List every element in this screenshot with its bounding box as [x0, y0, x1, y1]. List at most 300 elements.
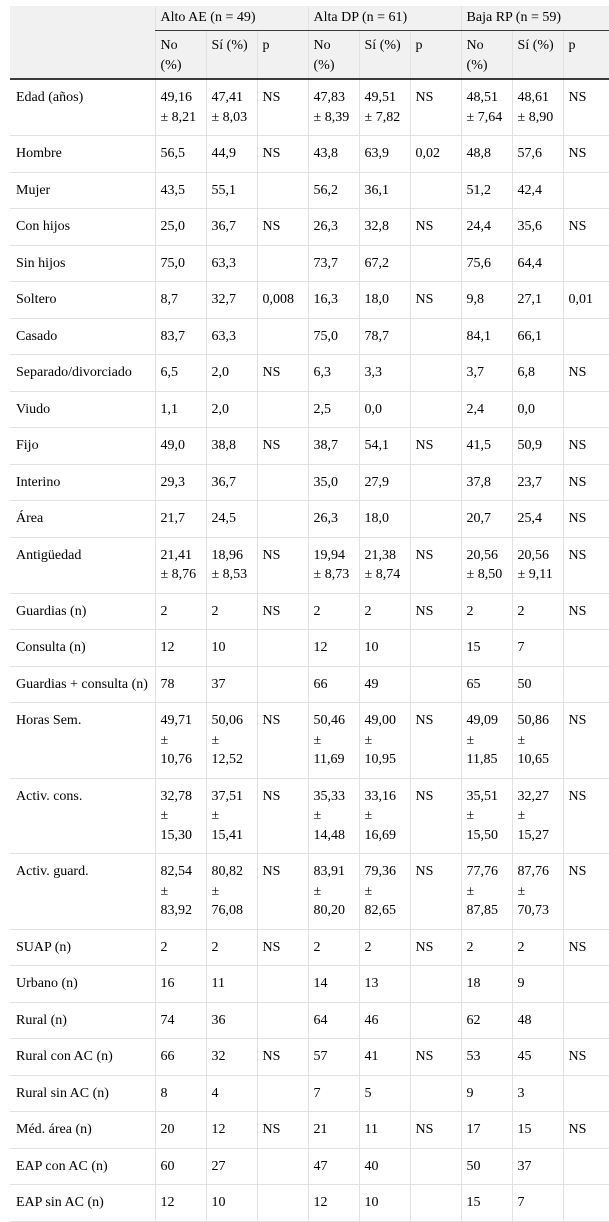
row-label: Soltero	[10, 282, 155, 319]
table-cell	[563, 391, 609, 428]
table-cell: 2	[308, 593, 359, 630]
table-cell: 26,3	[308, 501, 359, 538]
table-cell: 77,76 ± 87,85	[461, 854, 512, 930]
table-cell: 12	[308, 630, 359, 667]
table-cell: 50,06 ± 12,52	[206, 703, 257, 779]
table-cell: 2,0	[206, 355, 257, 392]
table-cell	[563, 172, 609, 209]
table-cell: 25,0	[155, 209, 206, 246]
table-cell: 47,83 ± 8,39	[308, 79, 359, 136]
table-cell: 38,7	[308, 428, 359, 465]
table-cell: 75,6	[461, 245, 512, 282]
row-label: Área	[10, 501, 155, 538]
table-cell: NS	[563, 355, 609, 392]
table-cell	[257, 501, 308, 538]
table-cell: 2	[461, 593, 512, 630]
table-cell: 15	[461, 630, 512, 667]
table-cell: 36,1	[359, 172, 410, 209]
table-cell: 44,9	[206, 136, 257, 173]
table-cell: 3,7	[461, 355, 512, 392]
table-cell	[257, 172, 308, 209]
group-header-baja-rp: Baja RP (n = 59)	[461, 6, 609, 31]
table-cell: 32	[206, 1039, 257, 1076]
row-label: SUAP (n)	[10, 929, 155, 966]
table-cell: 2	[359, 929, 410, 966]
table-cell: 33,16 ± 16,69	[359, 778, 410, 854]
table-cell: 66	[155, 1039, 206, 1076]
col-header: p	[257, 31, 308, 80]
table-cell: 18,0	[359, 282, 410, 319]
group-header-alta-dp: Alta DP (n = 61)	[308, 6, 461, 31]
table-cell: 18,0	[359, 501, 410, 538]
table-cell: 0,02	[410, 136, 461, 173]
table-cell: 43,8	[308, 136, 359, 173]
table-cell: 26,3	[308, 209, 359, 246]
table-cell: 35,6	[512, 209, 563, 246]
corner-cell	[10, 6, 155, 31]
table-cell	[410, 1075, 461, 1112]
table-cell: 35,51 ± 15,50	[461, 778, 512, 854]
table-cell: 13	[359, 966, 410, 1003]
table-cell: 2	[155, 593, 206, 630]
table-cell: 6,8	[512, 355, 563, 392]
table-cell: 49,71 ± 10,76	[155, 703, 206, 779]
table-cell: 65	[461, 666, 512, 703]
table-cell: 66	[308, 666, 359, 703]
table-cell: NS	[563, 209, 609, 246]
table-cell	[257, 1148, 308, 1185]
table-cell	[410, 245, 461, 282]
table-cell: NS	[410, 282, 461, 319]
table-cell	[563, 1148, 609, 1185]
table-cell: 16,3	[308, 282, 359, 319]
table-cell: 40	[359, 1148, 410, 1185]
table-cell: 2	[155, 929, 206, 966]
col-header: Sí (%)	[512, 31, 563, 80]
table-cell: 57	[308, 1039, 359, 1076]
table-cell: 27,1	[512, 282, 563, 319]
table-cell: NS	[257, 537, 308, 593]
table-cell: NS	[410, 1039, 461, 1076]
table-row	[10, 464, 609, 501]
table-cell: 38,8	[206, 428, 257, 465]
table-cell: 49,0	[155, 428, 206, 465]
table-cell: NS	[563, 136, 609, 173]
table-cell	[410, 966, 461, 1003]
table-cell: 24,4	[461, 209, 512, 246]
table-row	[10, 666, 609, 703]
table-row	[10, 172, 609, 209]
table-cell: 78,7	[359, 318, 410, 355]
table-cell: 47,41 ± 8,03	[206, 79, 257, 136]
table-cell: 36,7	[206, 464, 257, 501]
table-cell: 27,9	[359, 464, 410, 501]
table-cell: 50	[512, 666, 563, 703]
table-cell: NS	[563, 1112, 609, 1149]
col-header: No (%)	[308, 31, 359, 80]
table-row	[10, 929, 609, 966]
table-cell	[563, 1002, 609, 1039]
table-cell: 36,7	[206, 209, 257, 246]
table-row	[10, 1148, 609, 1185]
table-cell: 16	[155, 966, 206, 1003]
table-cell: NS	[410, 703, 461, 779]
table-cell: 80,82 ± 76,08	[206, 854, 257, 930]
table-cell: 9	[461, 1075, 512, 1112]
table-cell: 20,56 ± 9,11	[512, 537, 563, 593]
table-cell: NS	[563, 929, 609, 966]
table-cell: 6,5	[155, 355, 206, 392]
table-row	[10, 355, 609, 392]
row-label: Horas Sem.	[10, 703, 155, 779]
table-cell	[410, 666, 461, 703]
table-cell: NS	[410, 854, 461, 930]
col-header: p	[563, 31, 609, 80]
table-cell: 14	[308, 966, 359, 1003]
table-cell: NS	[257, 355, 308, 392]
table-cell: 64,4	[512, 245, 563, 282]
table-cell: 0,0	[359, 391, 410, 428]
row-label: Con hijos	[10, 209, 155, 246]
table-cell	[257, 464, 308, 501]
table-row	[10, 245, 609, 282]
table-cell: 48,8	[461, 136, 512, 173]
table-cell: NS	[257, 136, 308, 173]
table-cell: 46	[359, 1002, 410, 1039]
table-cell: NS	[563, 428, 609, 465]
table-cell: 10	[359, 630, 410, 667]
table-cell: 2	[206, 593, 257, 630]
table-cell: 8	[155, 1075, 206, 1112]
table-cell: 63,3	[206, 245, 257, 282]
table-row	[10, 318, 609, 355]
table-cell: 21	[308, 1112, 359, 1149]
row-label: Casado	[10, 318, 155, 355]
table-cell: 36	[206, 1002, 257, 1039]
table-cell: 60	[155, 1148, 206, 1185]
data-table-container	[10, 6, 599, 1222]
table-cell: 11	[359, 1112, 410, 1149]
table-cell: 74	[155, 1002, 206, 1039]
table-cell: 50,46 ± 11,69	[308, 703, 359, 779]
table-cell	[410, 391, 461, 428]
table-cell: 2,4	[461, 391, 512, 428]
table-cell: NS	[563, 778, 609, 854]
table-cell: 49	[359, 666, 410, 703]
table-cell: 41	[359, 1039, 410, 1076]
row-label: Activ. guard.	[10, 854, 155, 930]
table-cell: 41,5	[461, 428, 512, 465]
table-cell: 37	[512, 1148, 563, 1185]
table-row	[10, 537, 609, 593]
table-header	[10, 6, 609, 79]
table-cell: 21,38 ± 8,74	[359, 537, 410, 593]
table-cell: NS	[410, 929, 461, 966]
table-row	[10, 282, 609, 319]
table-cell: 63,3	[206, 318, 257, 355]
table-cell: 73,7	[308, 245, 359, 282]
row-label: Mujer	[10, 172, 155, 209]
table-cell: 75,0	[308, 318, 359, 355]
table-cell	[257, 630, 308, 667]
table-cell: 43,5	[155, 172, 206, 209]
table-cell	[563, 1075, 609, 1112]
table-cell	[257, 1185, 308, 1222]
table-cell: 48,51 ± 7,64	[461, 79, 512, 136]
table-cell: 12	[308, 1185, 359, 1222]
table-cell: NS	[257, 209, 308, 246]
group-header-row	[10, 6, 609, 31]
table-cell: NS	[410, 209, 461, 246]
table-row	[10, 209, 609, 246]
table-cell: 0,0	[512, 391, 563, 428]
row-label: Interino	[10, 464, 155, 501]
table-row	[10, 593, 609, 630]
table-cell: 2	[308, 929, 359, 966]
table-cell: 20,7	[461, 501, 512, 538]
table-cell: 12	[155, 630, 206, 667]
corner-cell-sub	[10, 31, 155, 80]
table-cell	[563, 318, 609, 355]
table-cell: 6,3	[308, 355, 359, 392]
row-label: Consulta (n)	[10, 630, 155, 667]
table-cell	[563, 245, 609, 282]
table-cell: 12	[206, 1112, 257, 1149]
table-cell: NS	[257, 1039, 308, 1076]
table-row	[10, 136, 609, 173]
table-cell: 7	[512, 1185, 563, 1222]
table-cell: 42,4	[512, 172, 563, 209]
table-cell: 7	[512, 630, 563, 667]
row-label: Sin hijos	[10, 245, 155, 282]
table-row	[10, 501, 609, 538]
table-cell: 53	[461, 1039, 512, 1076]
table-cell: 0,008	[257, 282, 308, 319]
table-row	[10, 630, 609, 667]
table-cell: 62	[461, 1002, 512, 1039]
table-cell: 35,33 ± 14,48	[308, 778, 359, 854]
table-cell: 32,27 ± 15,27	[512, 778, 563, 854]
table-cell: 8,7	[155, 282, 206, 319]
table-cell: 2	[206, 929, 257, 966]
row-label: EAP con AC (n)	[10, 1148, 155, 1185]
table-cell: 55,1	[206, 172, 257, 209]
table-row	[10, 1002, 609, 1039]
row-label: Activ. cons.	[10, 778, 155, 854]
table-cell: 10	[206, 1185, 257, 1222]
table-row	[10, 79, 609, 136]
table-cell	[410, 501, 461, 538]
table-cell	[563, 666, 609, 703]
table-cell	[257, 245, 308, 282]
table-cell	[563, 966, 609, 1003]
table-cell: 66,1	[512, 318, 563, 355]
table-cell: 4	[206, 1075, 257, 1112]
table-cell: NS	[410, 778, 461, 854]
table-cell: 20	[155, 1112, 206, 1149]
table-cell: 21,41 ± 8,76	[155, 537, 206, 593]
table-cell: 18,96 ± 8,53	[206, 537, 257, 593]
table-row	[10, 1075, 609, 1112]
row-label: EAP sin AC (n)	[10, 1185, 155, 1222]
table-cell	[257, 1002, 308, 1039]
table-cell: 49,00 ± 10,95	[359, 703, 410, 779]
table-cell	[410, 1002, 461, 1039]
table-cell: 57,6	[512, 136, 563, 173]
table-cell: 51,2	[461, 172, 512, 209]
table-cell: 35,0	[308, 464, 359, 501]
table-cell: 64	[308, 1002, 359, 1039]
table-cell: 37,8	[461, 464, 512, 501]
table-cell: 10	[359, 1185, 410, 1222]
table-cell: 2	[512, 593, 563, 630]
table-cell: 83,7	[155, 318, 206, 355]
table-cell: NS	[563, 464, 609, 501]
row-label: Viudo	[10, 391, 155, 428]
table-cell: 54,1	[359, 428, 410, 465]
table-cell: 1,1	[155, 391, 206, 428]
table-cell	[410, 318, 461, 355]
table-cell: 12	[155, 1185, 206, 1222]
table-cell: NS	[563, 537, 609, 593]
table-cell: 11	[206, 966, 257, 1003]
table-cell: 79,36 ± 82,65	[359, 854, 410, 930]
table-row	[10, 854, 609, 930]
table-cell: NS	[410, 428, 461, 465]
table-cell: 56,2	[308, 172, 359, 209]
table-cell: 15	[461, 1185, 512, 1222]
row-label: Rural (n)	[10, 1002, 155, 1039]
table-cell: 2	[461, 929, 512, 966]
table-cell: 75,0	[155, 245, 206, 282]
table-cell: NS	[563, 703, 609, 779]
table-cell: 47	[308, 1148, 359, 1185]
row-label: Rural sin AC (n)	[10, 1075, 155, 1112]
table-cell: 25,4	[512, 501, 563, 538]
table-cell: 83,91 ± 80,20	[308, 854, 359, 930]
table-cell: 27	[206, 1148, 257, 1185]
table-cell	[257, 666, 308, 703]
table-cell	[410, 355, 461, 392]
table-cell: 87,76 ± 70,73	[512, 854, 563, 930]
table-cell: 2	[512, 929, 563, 966]
table-cell: NS	[257, 854, 308, 930]
table-cell: 32,8	[359, 209, 410, 246]
table-row	[10, 1039, 609, 1076]
table-cell: 24,5	[206, 501, 257, 538]
table-cell: 21,7	[155, 501, 206, 538]
col-header: No (%)	[461, 31, 512, 80]
table-cell: NS	[410, 79, 461, 136]
table-cell	[410, 630, 461, 667]
row-label: Méd. área (n)	[10, 1112, 155, 1149]
table-cell: NS	[257, 79, 308, 136]
table-cell	[257, 1075, 308, 1112]
table-cell: NS	[563, 1039, 609, 1076]
table-cell: 3	[512, 1075, 563, 1112]
table-cell: NS	[563, 593, 609, 630]
col-header: Sí (%)	[206, 31, 257, 80]
table-cell: NS	[410, 537, 461, 593]
table-cell: 23,7	[512, 464, 563, 501]
table-cell: 10	[206, 630, 257, 667]
table-cell: NS	[257, 703, 308, 779]
table-cell: 48	[512, 1002, 563, 1039]
table-cell	[563, 630, 609, 667]
table-row	[10, 428, 609, 465]
table-cell: 2,5	[308, 391, 359, 428]
table-cell: 45	[512, 1039, 563, 1076]
group-header-alto-ae: Alto AE (n = 49)	[155, 6, 308, 31]
row-label: Hombre	[10, 136, 155, 173]
table-cell	[410, 1148, 461, 1185]
table-cell: 84,1	[461, 318, 512, 355]
table-cell	[410, 172, 461, 209]
table-cell: 49,16 ± 8,21	[155, 79, 206, 136]
table-cell: NS	[410, 1112, 461, 1149]
table-row	[10, 1112, 609, 1149]
table-cell: 37	[206, 666, 257, 703]
table-row	[10, 1185, 609, 1222]
row-label: Fijo	[10, 428, 155, 465]
table-cell	[257, 391, 308, 428]
table-cell: 32,78 ± 15,30	[155, 778, 206, 854]
table-cell: NS	[257, 428, 308, 465]
table-cell: 49,09 ± 11,85	[461, 703, 512, 779]
col-header: No (%)	[155, 31, 206, 80]
row-label: Guardias (n)	[10, 593, 155, 630]
table-cell: 9,8	[461, 282, 512, 319]
table-cell: 7	[308, 1075, 359, 1112]
table-cell: 18	[461, 966, 512, 1003]
table-row	[10, 966, 609, 1003]
table-cell: 67,2	[359, 245, 410, 282]
table-cell: NS	[563, 854, 609, 930]
table-cell: 82,54 ± 83,92	[155, 854, 206, 930]
table-cell: NS	[257, 929, 308, 966]
table-cell: 29,3	[155, 464, 206, 501]
table-row	[10, 778, 609, 854]
table-cell: 5	[359, 1075, 410, 1112]
table-cell: 15	[512, 1112, 563, 1149]
table-cell: 0,01	[563, 282, 609, 319]
table-cell: 17	[461, 1112, 512, 1149]
table-cell: 19,94 ± 8,73	[308, 537, 359, 593]
table-cell: 2	[359, 593, 410, 630]
burnout-variables-table	[10, 6, 609, 1222]
table-cell	[563, 1185, 609, 1222]
table-cell	[257, 318, 308, 355]
table-cell: NS	[563, 79, 609, 136]
table-row	[10, 703, 609, 779]
table-cell: 50	[461, 1148, 512, 1185]
table-cell: 78	[155, 666, 206, 703]
row-label: Edad (años)	[10, 79, 155, 136]
row-label: Separado/divorciado	[10, 355, 155, 392]
table-cell: 49,51 ± 7,82	[359, 79, 410, 136]
col-header: p	[410, 31, 461, 80]
table-cell: 50,9	[512, 428, 563, 465]
table-cell	[410, 1185, 461, 1222]
row-label: Antigüedad	[10, 537, 155, 593]
sub-header-row	[10, 31, 609, 80]
table-cell: NS	[563, 501, 609, 538]
table-cell: 2,0	[206, 391, 257, 428]
row-label: Guardias + consulta (n)	[10, 666, 155, 703]
table-cell: 48,61 ± 8,90	[512, 79, 563, 136]
table-body	[10, 79, 609, 1221]
table-cell: 9	[512, 966, 563, 1003]
